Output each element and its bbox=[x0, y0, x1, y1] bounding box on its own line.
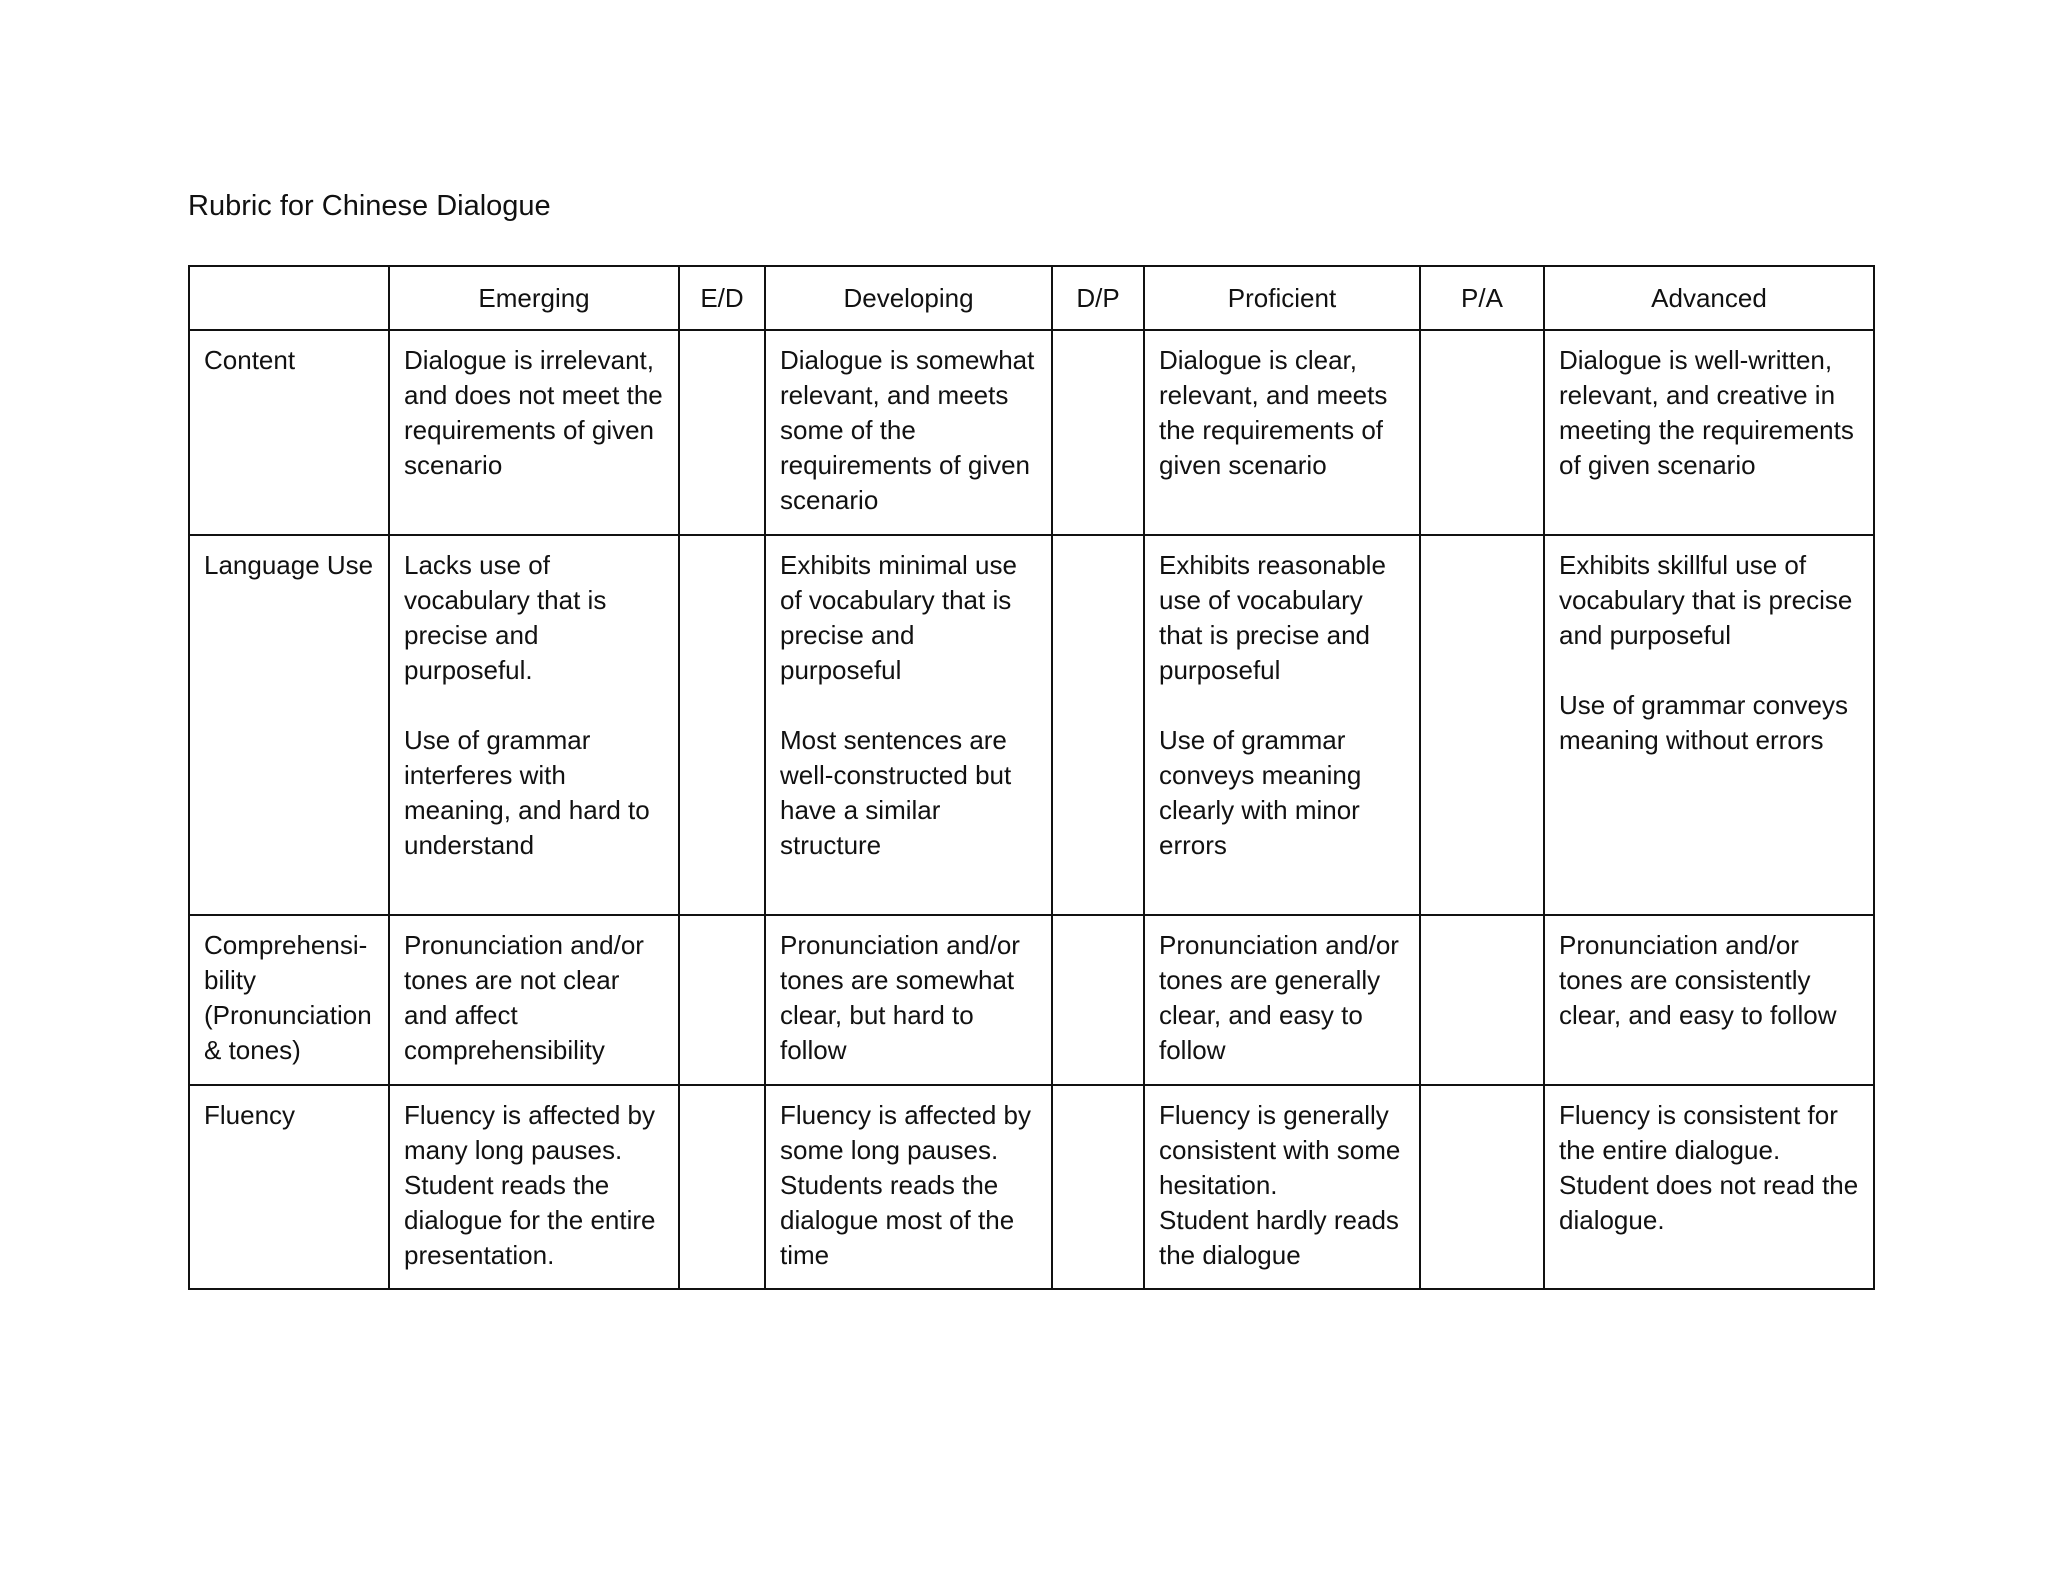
criterion-cell: Comprehensi-bility (Pronunciation & tones) bbox=[189, 915, 389, 1085]
dp-cell bbox=[1052, 1085, 1144, 1289]
ed-cell bbox=[679, 915, 765, 1085]
developing-cell: Pronunciation and/or tones are somewhat clear, but hard to follow bbox=[765, 915, 1052, 1085]
header-advanced: Advanced bbox=[1544, 266, 1874, 330]
emerging-cell: Lacks use of vocabulary that is precise and purposeful. Use of grammar interferes with meaning, and hard to understand bbox=[389, 535, 679, 915]
header-proficient: Proficient bbox=[1144, 266, 1420, 330]
criterion-cell: Language Use bbox=[189, 535, 389, 915]
table-header-row bbox=[189, 266, 1874, 330]
header-dp: D/P bbox=[1052, 266, 1144, 330]
header-criterion bbox=[189, 266, 389, 330]
advanced-cell: Fluency is consistent for the entire dialogue. Student does not read the dialogue. bbox=[1544, 1085, 1874, 1289]
developing-cell: Fluency is affected by some long pauses. Students reads the dialogue most of the time bbox=[765, 1085, 1052, 1289]
advanced-cell: Dialogue is well-written, relevant, and creative in meeting the requirements of given scenario bbox=[1544, 330, 1874, 535]
emerging-cell: Fluency is affected by many long pauses. Student reads the dialogue for the entire presentation. bbox=[389, 1085, 679, 1289]
dp-cell bbox=[1052, 535, 1144, 915]
ed-cell bbox=[679, 330, 765, 535]
developing-cell: Dialogue is somewhat relevant, and meets some of the requirements of given scenario bbox=[765, 330, 1052, 535]
header-developing: Developing bbox=[765, 266, 1052, 330]
proficient-cell: Pronunciation and/or tones are generally clear, and easy to follow bbox=[1144, 915, 1420, 1085]
pa-cell bbox=[1420, 1085, 1544, 1289]
pa-cell bbox=[1420, 535, 1544, 915]
header-pa: P/A bbox=[1420, 266, 1544, 330]
emerging-cell: Dialogue is irrelevant, and does not meet the requirements of given scenario bbox=[389, 330, 679, 535]
proficient-cell: Dialogue is clear, relevant, and meets the requirements of given scenario bbox=[1144, 330, 1420, 535]
header-ed: E/D bbox=[679, 266, 765, 330]
dp-cell bbox=[1052, 915, 1144, 1085]
page-title: Rubric for Chinese Dialogue bbox=[188, 190, 551, 222]
advanced-cell: Exhibits skillful use of vocabulary that is precise and purposeful Use of grammar conveys meaning without errors bbox=[1544, 535, 1874, 915]
table-row bbox=[189, 330, 1874, 535]
table-row bbox=[189, 915, 1874, 1085]
proficient-cell: Exhibits reasonable use of vocabulary that is precise and purposeful Use of grammar conveys meaning clearly with minor errors bbox=[1144, 535, 1420, 915]
header-emerging: Emerging bbox=[389, 266, 679, 330]
dp-cell bbox=[1052, 330, 1144, 535]
ed-cell bbox=[679, 1085, 765, 1289]
advanced-cell: Pronunciation and/or tones are consistently clear, and easy to follow bbox=[1544, 915, 1874, 1085]
rubric-table bbox=[188, 265, 1875, 1290]
emerging-cell: Pronunciation and/or tones are not clear and affect comprehensibility bbox=[389, 915, 679, 1085]
table-row bbox=[189, 535, 1874, 915]
table-row bbox=[189, 1085, 1874, 1289]
criterion-cell: Content bbox=[189, 330, 389, 535]
proficient-cell: Fluency is generally consistent with some hesitation. Student hardly reads the dialogue bbox=[1144, 1085, 1420, 1289]
ed-cell bbox=[679, 535, 765, 915]
pa-cell bbox=[1420, 915, 1544, 1085]
developing-cell: Exhibits minimal use of vocabulary that is precise and purposeful Most sentences are well-constructed but have a similar structure bbox=[765, 535, 1052, 915]
pa-cell bbox=[1420, 330, 1544, 535]
criterion-cell: Fluency bbox=[189, 1085, 389, 1289]
